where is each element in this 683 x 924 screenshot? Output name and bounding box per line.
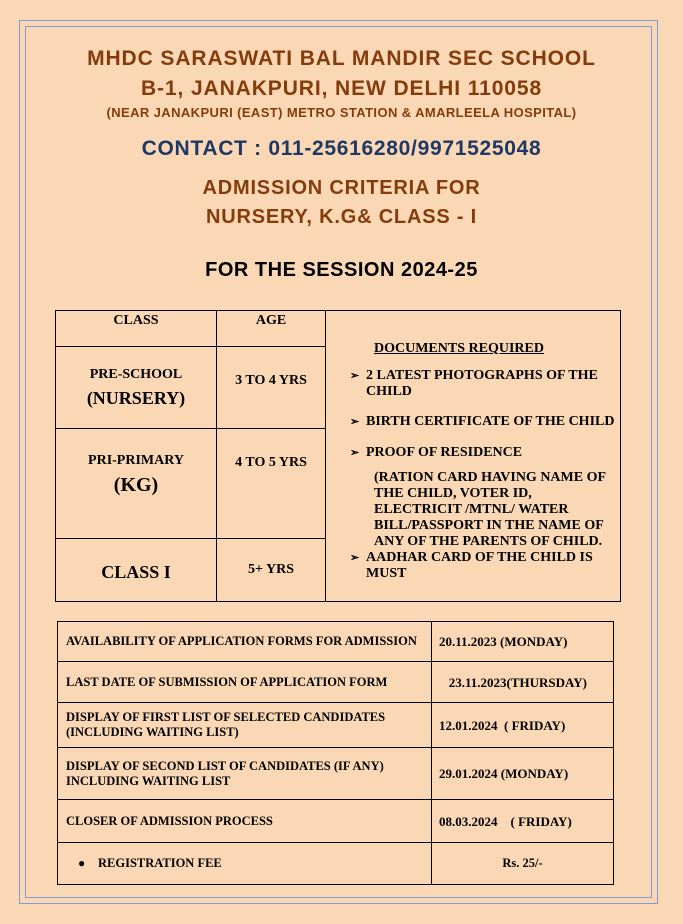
age-cell: 5+ YRS [217, 539, 326, 602]
schedule-label: CLOSER OF ADMISSION PROCESS [58, 800, 432, 843]
session-title: FOR THE SESSION 2024-25 [205, 259, 478, 281]
school-address: B-1, JANAKPURI, NEW DELHI 110058 [140, 77, 543, 100]
school-name: MHDC SARASWATI BAL MANDIR SEC SCHOOL [87, 47, 596, 70]
schedule-label: DISPLAY OF SECOND LIST OF CANDIDATES (IF ANY) INCLUDING WAITING LIST [58, 748, 432, 800]
age-cell: 4 TO 5 YRS [217, 429, 326, 539]
class-cell: CLASS I [56, 539, 217, 602]
fee-label-cell [58, 843, 432, 885]
contact-line: CONTACT : 011-25616280/9971525048 [141, 137, 542, 160]
admission-schedule-table [57, 621, 614, 885]
arrow-bullet-icon: ➢ [350, 416, 360, 428]
documents-title: DOCUMENTS REQUIRED [374, 341, 544, 356]
criteria-title-line2: NURSERY, K.G& CLASS - I [205, 206, 478, 228]
documents-cell [326, 311, 621, 602]
arrow-bullet-icon: ➢ [350, 447, 360, 459]
class-cell: PRE-SCHOOL (NURSERY) [56, 347, 217, 429]
schedule-date: 08.03.2024 ( FRIDAY) [432, 800, 614, 843]
bullet-icon: ● [78, 856, 86, 870]
document-item: ➢ PROOF OF RESIDENCE [350, 445, 523, 460]
class-cell: PRI-PRIMARY (KG) [56, 429, 217, 539]
age-column-header: AGE [217, 311, 326, 347]
schedule-label: DISPLAY OF FIRST LIST OF SELECTED CANDIDATES (INCLUDING WAITING LIST) [58, 703, 432, 748]
document-item: ➢ AADHAR CARD OF THE CHILD IS MUST [350, 550, 593, 581]
residence-proof-note: (RATION CARD HAVING NAME OF THE CHILD, VOTER ID, ELECTRICIT /MTNL/ WATER BILL/PASSPORT IN THE NAME OF ANY OF THE PARENTS OF CHILD. [374, 470, 606, 549]
schedule-date: 23.11.2023(THURSDAY) [432, 662, 614, 703]
arrow-bullet-icon: ➢ [350, 370, 360, 382]
schedule-row [58, 622, 614, 662]
schedule-row [58, 662, 614, 703]
schedule-label: LAST DATE OF SUBMISSION OF APPLICATION FORM [58, 662, 432, 703]
schedule-date: 12.01.2024 ( FRIDAY) [432, 703, 614, 748]
class-column-header: CLASS [56, 311, 217, 347]
schedule-date: 29.01.2024 (MONDAY) [432, 748, 614, 800]
fee-value: Rs. 25/- [432, 843, 614, 885]
document-item: ➢ 2 LATEST PHOTOGRAPHS OF THE CHILD [350, 368, 598, 399]
school-landmark: (NEAR JANAKPURI (EAST) METRO STATION & AMARLEELA HOSPITAL) [106, 105, 577, 120]
fee-label: REGISTRATION FEE [98, 856, 222, 870]
document-item: ➢ BIRTH CERTIFICATE OF THE CHILD [350, 414, 615, 429]
schedule-row [58, 703, 614, 748]
criteria-title-line1: ADMISSION CRITERIA FOR [202, 177, 481, 199]
fee-row [58, 843, 614, 885]
schedule-date: 20.11.2023 (MONDAY) [432, 622, 614, 662]
class-age-table [55, 310, 621, 602]
schedule-row [58, 800, 614, 843]
schedule-row [58, 748, 614, 800]
arrow-bullet-icon: ➢ [350, 552, 360, 564]
age-cell: 3 TO 4 YRS [217, 347, 326, 429]
schedule-label: AVAILABILITY OF APPLICATION FORMS FOR ADMISSION [58, 622, 432, 662]
